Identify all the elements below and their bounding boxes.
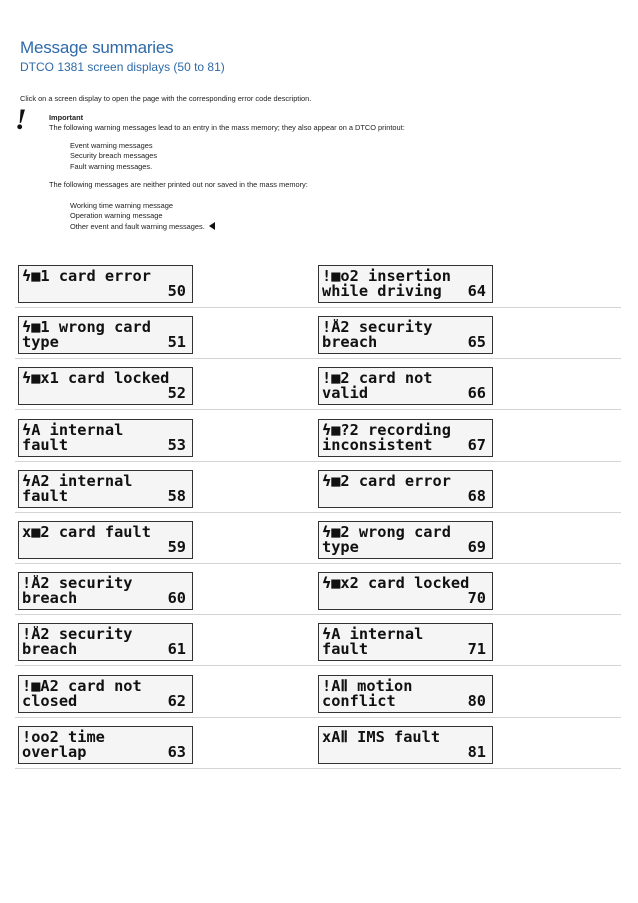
display-line-1: ϟ■?2 recording [322,422,451,438]
display-code: 59 [167,538,186,556]
display-line-1: ϟA2 internal [22,473,133,489]
display-line-2: type [22,334,59,350]
display-line-1: !■A2 card not [22,678,142,694]
display-line-1: !Å2 security [22,575,133,591]
screen-display-50[interactable] [18,265,193,303]
screen-display-70[interactable] [318,572,493,610]
display-line-2: closed [22,693,78,709]
page-title: Message summaries [20,38,174,57]
row-divider [15,461,621,462]
screen-display-68[interactable] [318,470,493,508]
screen-display-66[interactable] [318,367,493,405]
display-line-2: valid [322,385,369,401]
screen-display-80[interactable] [318,675,493,713]
display-code: 61 [167,640,186,658]
display-line-2 [22,283,187,299]
display-code: 81 [467,743,486,761]
important-icon: ! [15,103,27,136]
back-arrow-icon[interactable] [209,222,215,230]
screen-display-67[interactable] [318,419,493,457]
display-code: 52 [167,384,186,402]
display-line-2 [22,385,187,401]
row-divider [15,409,621,410]
row-divider [15,512,621,513]
display-line-1: xAⅡ IMS fault [322,729,441,745]
row-divider [15,768,621,769]
screen-display-61[interactable] [18,623,193,661]
list-item: Operation warning message [70,211,163,221]
row-divider [15,614,621,615]
display-line-1: ϟ■x1 card locked [22,370,170,386]
display-line-2: fault [22,488,69,504]
display-code: 58 [167,487,186,505]
list-item: Fault warning messages. [70,161,153,171]
display-code: 62 [167,692,186,710]
display-line-2: breach [22,590,78,606]
row-divider [15,563,621,564]
intro-text: Click on a screen display to open the page with the corresponding error code description. [20,94,312,103]
display-code: 64 [467,282,486,300]
display-line-1: ϟ■1 card error [22,268,151,284]
screen-display-51[interactable] [18,316,193,354]
display-line-1: !Å2 security [22,626,133,642]
row-divider [15,358,621,359]
display-line-2: fault [322,641,369,657]
display-line-2: breach [322,334,378,350]
display-code: 60 [167,589,186,607]
screen-display-52[interactable] [18,367,193,405]
screen-display-64[interactable] [318,265,493,303]
display-line-1: !oo2 time [22,729,105,745]
display-line-1: ϟA internal [22,422,124,438]
display-code: 53 [167,436,186,454]
display-line-2: conflict [322,693,396,709]
list-item: Event warning messages [70,141,153,150]
display-code: 80 [467,692,486,710]
screen-display-65[interactable] [318,316,493,354]
display-line-1: ϟ■2 card error [322,473,451,489]
display-line-1: ϟ■2 wrong card [322,524,451,540]
display-line-1: !AⅡ motion [322,678,413,694]
page-subtitle: DTCO 1381 screen displays (50 to 81) [20,60,225,74]
display-line-1: !■2 card not [322,370,433,386]
warning-list [70,141,157,172]
display-line-2: overlap [22,744,87,760]
row-divider [15,717,621,718]
display-line-2 [22,539,187,555]
screen-display-58[interactable] [18,470,193,508]
display-code: 66 [467,384,486,402]
display-code: 71 [467,640,486,658]
screen-display-59[interactable] [18,521,193,559]
row-divider [15,665,621,666]
display-code: 50 [167,282,186,300]
display-line-1: !■o2 insertion [322,268,451,284]
row-divider [15,307,621,308]
display-code: 63 [167,743,186,761]
display-line-1: ϟ■x2 card locked [322,575,470,591]
display-line-2: while driving [322,283,442,299]
display-code: 69 [467,538,486,556]
screen-display-60[interactable] [18,572,193,610]
display-code: 70 [467,589,486,607]
screen-display-53[interactable] [18,419,193,457]
important-text-2: The following messages are neither printed out nor saved in the mass memory: [49,180,308,189]
important-heading: Important [49,113,84,122]
nonsaved-list [70,201,215,232]
display-line-2: type [322,539,359,555]
display-line-1: ϟ■1 wrong card [22,319,151,335]
screen-display-62[interactable] [18,675,193,713]
display-code: 65 [467,333,486,351]
display-line-2 [322,590,487,606]
display-line-2: inconsistent [322,437,433,453]
important-text: The following warning messages lead to an entry in the mass memory; they also appear on a DTCO printout: [49,123,405,132]
display-line-1: x■2 card fault [22,524,151,540]
display-line-2 [322,744,487,760]
screen-display-63[interactable] [18,726,193,764]
display-line-2: fault [22,437,69,453]
display-line-2 [322,488,487,504]
display-line-1: !Å2 security [322,319,433,335]
list-item: Security breach messages [70,151,158,161]
display-line-1: ϟA internal [322,626,424,642]
display-line-2: breach [22,641,78,657]
screen-display-69[interactable] [318,521,493,559]
display-code: 51 [167,333,186,351]
screen-display-81[interactable] [318,726,493,764]
display-code: 67 [467,436,486,454]
list-item [70,222,215,232]
screen-display-71[interactable] [318,623,493,661]
list-item: Working time warning message [70,201,173,210]
list-item-label: Other event and fault warning messages. [70,221,205,231]
display-code: 68 [467,487,486,505]
